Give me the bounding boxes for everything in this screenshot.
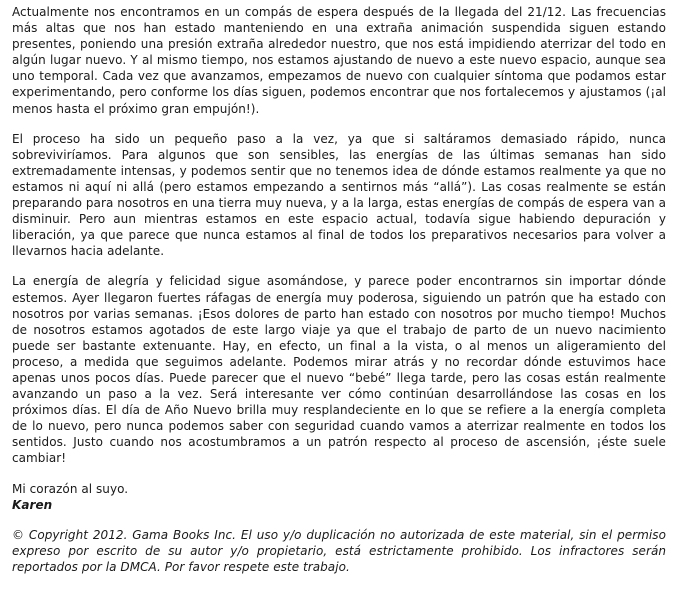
closing-line: Mi corazón al suyo. <box>12 481 129 496</box>
paragraph-3: La energía de alegría y felicidad sigue asomándose, y parece poder encontrarnos sin importar dónde estemos. Ayer llegaron fuertes ráfagas de energía muy poderosa, siguiendo un patrón que ha estado con nosotros por varias semanas. ¡Esos dolores de parto han estado con nosotros por mucho tiempo! Muchos de nosotros estamos agotados de este largo viaje ya que el trabajo de parto de un nuevo nacimiento puede ser bastante extenuante. Hay, en efecto, un final a la vista, o al menos un aligeramiento del proceso, a medida que seguimos adelante. Podemos mirar atrás y no recordar dónde estuvimos hace apenas unos pocos días. Puede parecer que el nuevo “bebé” llega tarde, pero las cosas están realmente avanzando un paso a la vez. Será interesante ver cómo continúan desarrollándose las cosas en los próximos días. El día de Año Nuevo brilla muy resplandeciente en lo que se refiere a la energía completa de lo nuevo, pero nunca podemos saber con seguridad cuando vamos a aterrizar realmente en todos los sentidos. Justo cuando nos acostumbramos a un patrón respecto al proceso de ascensión, ¡éste suele cambiar! <box>12 274 666 466</box>
paragraph-2: El proceso ha sido un pequeño paso a la vez, ya que si saltáramos demasiado rápido, nunca sobreviviríamos. Para algunos que son sensibles, las energías de las últimas semanas han sido extremadamente intensas, y podemos sentir que no tenemos idea de dónde estamos realmente ya que no estamos ni aquí ni allá (pero estamos empezando a sentirnos más “allá”). Las cosas realmente se están preparando para nosotros en una tierra muy nueva, y a la larga, estas energías de compás de espera van a disminuir. Pero aun mientras estamos en este espacio actual, todavía sigue habiendo depuración y liberación, ya que parece que nunca estamos al final de todos los preparativos necesarios para volver a llevarnos hacia adelante. <box>12 131 666 259</box>
signature-block <box>12 481 666 513</box>
article-body <box>12 4 666 589</box>
author-signature: Karen <box>12 497 53 512</box>
paragraph-1: Actualmente nos encontramos en un compás de espera después de la llegada del 21/12. Las frecuencias más altas que nos han estado manteniendo en una extraña animación suspendida siguen estando presentes, poniendo una presión extraña alrededor nuestro, que nos está impidiendo aterrizar del todo en algún lugar nuevo. Y al mismo tiempo, nos estamos ajustando de nuevo a este nuevo espacio, aunque sea uno temporal. Cada vez que avanzamos, empezamos de nuevo con cualquier síntoma que podamos estar experimentando, pero conforme los días siguen, podemos encontrar que nos fortalecemos y ajustamos (¡al menos hasta el próximo gran empujón!). <box>12 5 666 116</box>
copyright-notice: © Copyright 2012. Gama Books Inc. El uso y/o duplicación no autorizada de este material, sin el permiso expreso por escrito de su autor y/o propietario, está estrictamente prohibido. Los infractores serán reportados por la DMCA. Por favor respete este trabajo. <box>12 527 666 574</box>
